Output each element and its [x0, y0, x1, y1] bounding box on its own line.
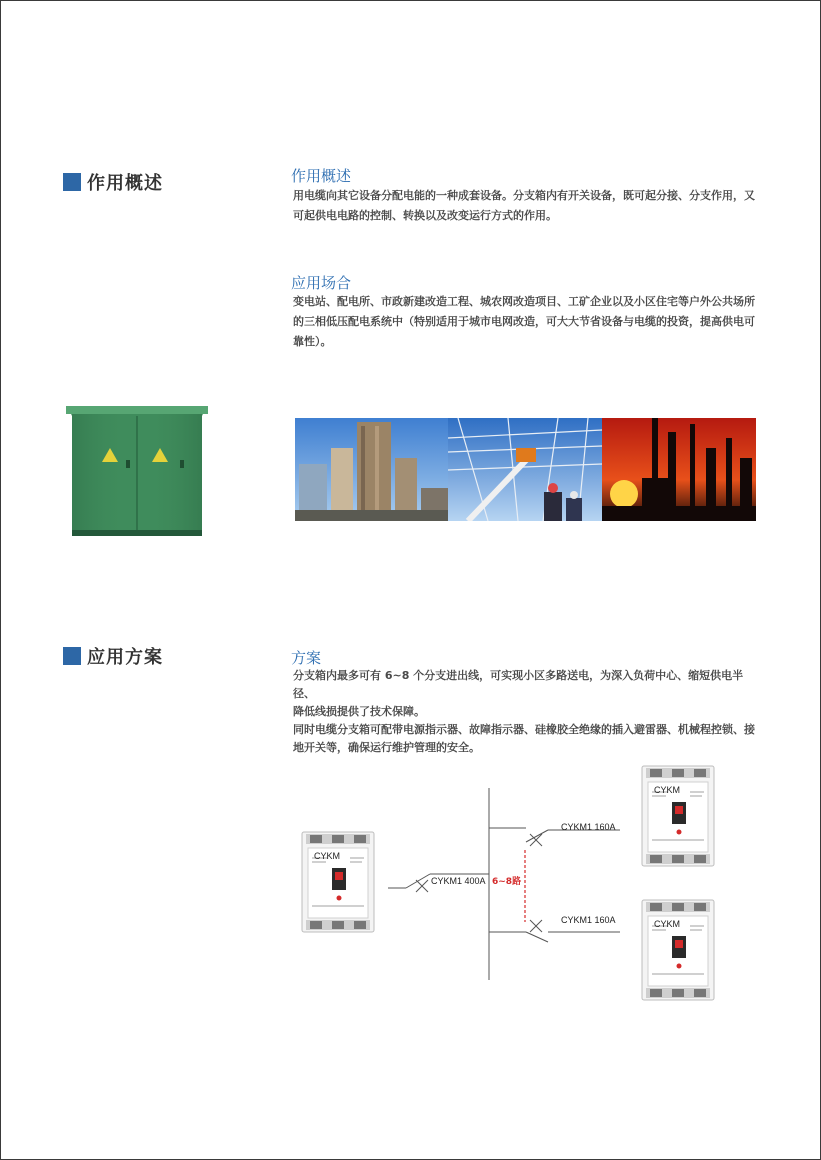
- application-line: 变电站、配电所、市政新建改造工程、城农网改造项目、工矿企业以及小区住宅等户外公共场所: [293, 295, 755, 308]
- bottom-breaker-brand: CYKM: [654, 919, 681, 929]
- section-heading-text: 应用方案: [87, 647, 163, 668]
- scheme-text: [293, 667, 759, 757]
- scheme-line: 分支箱内最多可有 6~8 个分支进出线，可实现小区多路送电，为深入负荷中心、缩短供电半径、: [293, 669, 744, 700]
- section-heading-text: 作用概述: [87, 173, 163, 194]
- city-buildings-photo: [295, 418, 448, 521]
- main-breaker-label: CYKM1 400A: [431, 876, 486, 886]
- application-photo-strip: [295, 418, 756, 521]
- scheme-line: 降低线损提供了技术保障。: [293, 705, 425, 718]
- application-line: 靠性）。: [293, 335, 332, 348]
- cable-branch-box-image: [64, 404, 210, 540]
- main-breaker-image: [302, 832, 374, 932]
- scheme-line: 同时电缆分支箱可配带电源指示器、故障指示器、硅橡胶全绝缘的插入避雷器、机械程控锁、接: [293, 723, 755, 736]
- overview-text: [293, 186, 759, 226]
- power-line-workers-photo: [448, 418, 602, 521]
- section-heading-overview: [63, 169, 163, 195]
- top-breaker-brand: CYKM: [654, 785, 681, 795]
- application-title: 应用场合: [291, 274, 352, 292]
- bottom-branch-label: CYKM1 160A: [561, 915, 616, 925]
- branch-count-label: 6~8路: [492, 877, 522, 887]
- application-line: 的三相低压配电系统中（特别适用于城市电网改造，可大大节省设备与电缆的投资，提高供电可: [293, 315, 755, 328]
- main-breaker-brand: CYKM: [314, 851, 341, 861]
- section-heading-scheme: [63, 643, 163, 669]
- heading-square-icon: [63, 173, 81, 191]
- bottom-branch-breaker-image: [642, 900, 714, 1000]
- overview-line: 可起供电电路的控制、转换以及改变运行方式的作用。: [293, 209, 557, 222]
- scheme-title: 方案: [291, 649, 322, 667]
- top-branch-label: CYKM1 160A: [561, 822, 616, 832]
- scheme-line: 地开关等，确保运行维护管理的安全。: [293, 741, 480, 754]
- application-text: [293, 292, 759, 352]
- branch-wiring-diagram: [290, 760, 720, 1010]
- heading-square-icon: [63, 647, 81, 665]
- overview-title: 作用概述: [291, 167, 352, 185]
- industrial-sunset-photo: [602, 418, 756, 521]
- overview-line: 用电缆向其它设备分配电能的一种成套设备。分支箱内有开关设备，既可起分接、分支作用，又: [293, 189, 755, 202]
- top-branch-breaker-image: [642, 766, 714, 866]
